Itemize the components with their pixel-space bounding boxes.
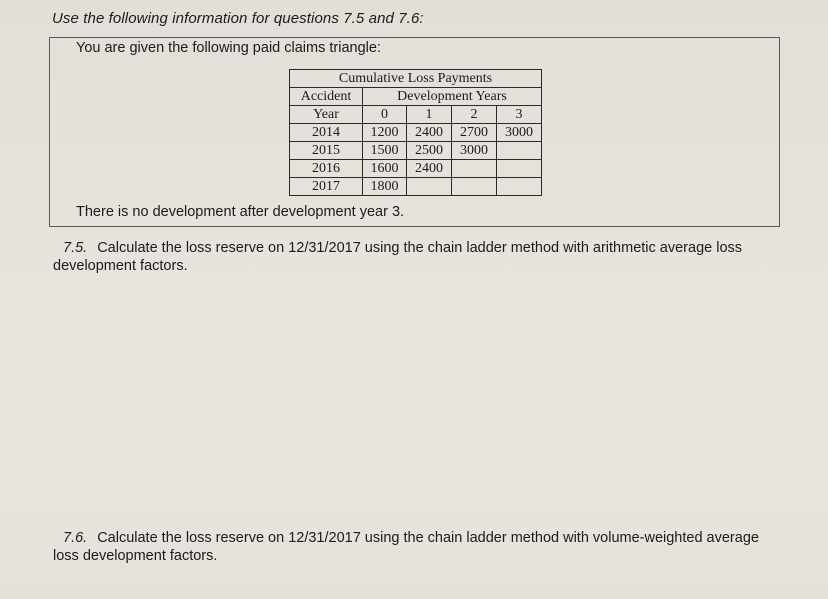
loss-cell: 3000 bbox=[497, 124, 542, 142]
question-7-5 bbox=[53, 239, 781, 275]
info-box bbox=[49, 37, 780, 227]
row-header-year: Year bbox=[290, 106, 363, 124]
loss-cell: 3000 bbox=[452, 142, 497, 160]
loss-cell: 2400 bbox=[407, 160, 452, 178]
dev-year-3: 3 bbox=[497, 106, 542, 124]
table-row bbox=[290, 160, 542, 178]
loss-cell bbox=[452, 160, 497, 178]
accident-year-cell: 2016 bbox=[290, 160, 363, 178]
table-title: Cumulative Loss Payments bbox=[290, 70, 542, 88]
loss-cell: 2500 bbox=[407, 142, 452, 160]
dev-year-0: 0 bbox=[363, 106, 407, 124]
question-7-6 bbox=[53, 529, 788, 565]
dev-years-header: Development Years bbox=[363, 88, 542, 106]
dev-year-2: 2 bbox=[452, 106, 497, 124]
dev-year-1: 1 bbox=[407, 106, 452, 124]
loss-cell: 2700 bbox=[452, 124, 497, 142]
table-row bbox=[290, 142, 542, 160]
accident-year-cell: 2015 bbox=[290, 142, 363, 160]
loss-cell bbox=[407, 178, 452, 196]
loss-cell bbox=[497, 142, 542, 160]
loss-cell: 1200 bbox=[363, 124, 407, 142]
accident-year-cell: 2017 bbox=[290, 178, 363, 196]
box-lead-text: You are given the following paid claims triangle: bbox=[76, 40, 381, 56]
claims-triangle-table bbox=[289, 69, 542, 196]
row-header-accident: Accident bbox=[290, 88, 363, 106]
question-text: Calculate the loss reserve on 12/31/2017 using the chain ladder method with volume-weighted average loss development factors. bbox=[53, 530, 759, 564]
question-number: 7.5. bbox=[63, 240, 88, 256]
table-row bbox=[290, 178, 542, 196]
accident-year-cell: 2014 bbox=[290, 124, 363, 142]
loss-cell bbox=[452, 178, 497, 196]
question-text: Calculate the loss reserve on 12/31/2017 using the chain ladder method with arithmetic average loss development factors. bbox=[53, 240, 743, 274]
question-number: 7.6. bbox=[63, 530, 88, 546]
loss-cell: 1500 bbox=[363, 142, 407, 160]
loss-cell: 1600 bbox=[363, 160, 407, 178]
loss-cell bbox=[497, 160, 542, 178]
loss-cell bbox=[497, 178, 542, 196]
loss-cell: 2400 bbox=[407, 124, 452, 142]
table-row bbox=[290, 124, 542, 142]
intro-text: Use the following information for questions 7.5 and 7.6: bbox=[52, 10, 424, 27]
loss-cell: 1800 bbox=[363, 178, 407, 196]
box-note-text: There is no development after development year 3. bbox=[76, 204, 405, 220]
